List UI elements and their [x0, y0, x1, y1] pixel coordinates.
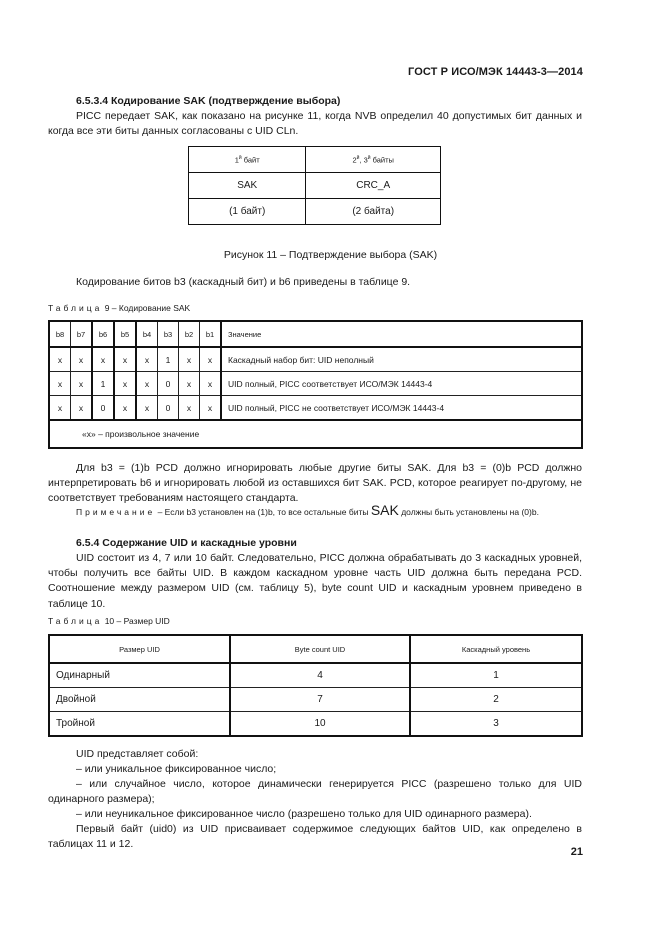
bit-cell: x — [49, 347, 71, 372]
column-header: b2 — [179, 321, 200, 347]
column-header: b4 — [136, 321, 158, 347]
figure-cell: (2 байта) — [306, 199, 441, 225]
bit-cell: x — [200, 396, 222, 421]
uid-list-item: – или неуникальное фиксированное число (разрешено только для UID одинарного размера). — [76, 808, 532, 820]
table-row — [49, 396, 582, 421]
bit-cell: 0 — [92, 396, 114, 421]
column-header: b6 — [92, 321, 114, 347]
bit-cell: x — [71, 347, 93, 372]
b3-paragraph: Для b3 = (1)b PCD должно игнорировать любые другие биты SAK. Для b3 = (0)b PCD должно интерпретировать b6 и игнорировать любой из оставшихся бит SAK. PCD, которое реагирует по-другому, не соответствует требованиям настоящего стандарта. — [48, 462, 582, 505]
bit-cell: 1 — [92, 372, 114, 396]
column-header: b3 — [158, 321, 179, 347]
table-9-sak-coding — [48, 320, 583, 449]
cascade-level-cell: 3 — [410, 712, 582, 737]
table-10-title: Таблица 10 – Размер UID — [48, 616, 170, 626]
bit-cell: 0 — [158, 372, 179, 396]
column-header: Byte count UID — [230, 635, 410, 663]
uid-list-intro: UID представляет собой: — [76, 748, 199, 760]
bit-cell: x — [179, 396, 200, 421]
table-header-row — [49, 321, 582, 347]
figure-cell: SAK — [189, 173, 306, 199]
table-row — [49, 372, 582, 396]
column-header: Каскадный уровень — [410, 635, 582, 663]
note: Примечание – Если b3 установлен на (1)b, то все остальные биты SAK должны быть установлены на (0)b. — [76, 502, 539, 518]
cascade-level-cell: 2 — [410, 688, 582, 712]
table-9-title: Таблица 9 – Кодирование SAK — [48, 303, 191, 313]
byte-count-cell: 10 — [230, 712, 410, 737]
section-654-paragraph: UID состоит из 4, 7 или 10 байт. Следовательно, PICC должна обрабатывать до 3 каскадных уровней, чтобы получить все байты UID. В каждом каскадном уровне часть UID должна быть передана PCD. Соотношение между размером UID (см. таблицу 5), byte count UID и каскадным уровнем приведено в таблице 10. — [48, 552, 582, 610]
column-header: b7 — [71, 321, 93, 347]
bit-cell: x — [179, 347, 200, 372]
bit-cell: x — [114, 372, 136, 396]
table-header-row — [49, 635, 582, 663]
byte-count-cell: 7 — [230, 688, 410, 712]
bit-cell: x — [92, 347, 114, 372]
bit-cell: x — [200, 372, 222, 396]
bit-cell: x — [136, 372, 158, 396]
figure-header-cell-2: $2^й$, $3^й$ байты — [306, 147, 441, 173]
bit-cell: 1 — [158, 347, 179, 372]
bit-cell: x — [114, 396, 136, 421]
uid-size-cell: Двойной — [49, 688, 230, 712]
bit-cell: x — [71, 396, 93, 421]
cascade-level-cell: 1 — [410, 663, 582, 688]
figure-11-caption: Рисунок 11 – Подтверждение выбора (SAK) — [223, 249, 438, 261]
note-label: Примечание — [76, 507, 156, 517]
meaning-cell: Каскадный набор бит: UID неполный — [221, 347, 582, 372]
figure-11-table — [188, 146, 441, 225]
uid-closing-paragraph: Первый байт (uid0) из UID присваивает содержимое следующих байтов UID, как определено в таблицах 11 и 12. — [48, 823, 582, 851]
bit-cell: 0 — [158, 396, 179, 421]
table-9-intro: Кодирование битов b3 (каскадный бит) и b6 приведены в таблице 9. — [76, 276, 411, 288]
bit-cell: x — [136, 396, 158, 421]
uid-list-item: – или случайное число, которое динамически генерируется PICC (разрешено только для UID одинарного размера); — [48, 778, 582, 806]
bit-cell: x — [179, 372, 200, 396]
figure-header-cell-1: $1^й$ байт — [189, 147, 306, 173]
section-6534-paragraph: PICC передает SAK, как показано на рисунке 11, когда NVB определил 40 допустимых бит данных и когда все эти биты данных согласованы с UID CLn. — [48, 110, 582, 138]
bit-cell: x — [49, 396, 71, 421]
uid-size-cell: Одинарный — [49, 663, 230, 688]
bit-cell: x — [71, 372, 93, 396]
table-row — [49, 688, 582, 712]
column-header: b8 — [49, 321, 71, 347]
table-footnote: «x» – произвольное значение — [49, 420, 582, 448]
meaning-cell: UID полный, PICC не соответствует ИСО/МЭК 14443-4 — [221, 396, 582, 421]
meaning-cell: UID полный, PICC соответствует ИСО/МЭК 14443-4 — [221, 372, 582, 396]
section-heading-6534: 6.5.3.4 Кодирование SAK (подтверждение выбора) — [76, 95, 341, 107]
column-header: b1 — [200, 321, 222, 347]
table-10-uid-size — [48, 634, 583, 737]
table-footnote-row — [49, 420, 582, 448]
bit-cell: x — [136, 347, 158, 372]
table-row — [49, 712, 582, 737]
bit-cell: x — [49, 372, 71, 396]
column-header: Значение — [221, 321, 582, 347]
bit-cell: x — [114, 347, 136, 372]
column-header: Размер UID — [49, 635, 230, 663]
table-row — [49, 347, 582, 372]
byte-count-cell: 4 — [230, 663, 410, 688]
page-number: 21 — [570, 846, 583, 858]
figure-cell: CRC_A — [306, 173, 441, 199]
table-row — [49, 663, 582, 688]
uid-list-item: – или уникальное фиксированное число; — [76, 763, 277, 775]
section-heading-654: 6.5.4 Содержание UID и каскадные уровни — [76, 537, 297, 549]
bit-cell: x — [200, 347, 222, 372]
document-standard-header: ГОСТ Р ИСО/МЭК 14443-3—2014 — [408, 66, 583, 78]
uid-size-cell: Тройной — [49, 712, 230, 737]
figure-cell: (1 байт) — [189, 199, 306, 225]
column-header: b5 — [114, 321, 136, 347]
